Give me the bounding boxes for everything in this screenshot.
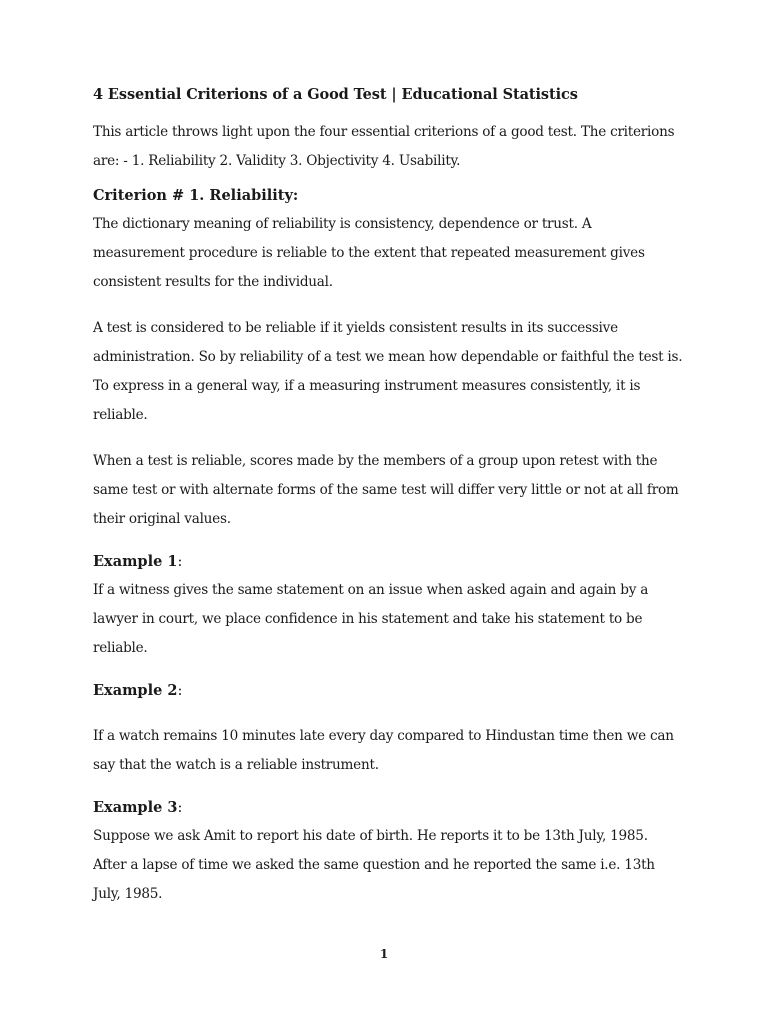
example-3-heading [93, 797, 683, 819]
paragraph-gap [93, 663, 683, 680]
page-number: 1 [379, 947, 389, 961]
paragraph-gap [93, 430, 683, 447]
example-1-text: If a witness gives the same statement on an issue when asked again and again by a lawyer in court, we place confidence in his statement and take his statement to be reliable. [93, 582, 649, 656]
example-1-label: Example 1 [93, 553, 178, 570]
example-3-colon: : [177, 800, 183, 816]
example-2-text: If a watch remains 10 minutes late every day compared to Hindustan time then we can say that the watch is a reliable instrument. [93, 728, 674, 773]
example-3-label: Example 3 [93, 799, 178, 816]
document-body [93, 84, 683, 909]
example-2-label: Example 2 [93, 682, 178, 699]
reliability-paragraph-3: When a test is reliable, scores made by the members of a group upon retest with the same test or with alternate forms of the same test will differ very little or not at all from their original values. [93, 453, 679, 527]
paragraph-gap [93, 534, 683, 551]
reliability-paragraph-1: The dictionary meaning of reliability is consistency, dependence or trust. A measurement procedure is reliable to the extent that repeated measurement gives consistent results for the individual. [93, 216, 645, 290]
example-1-heading [93, 551, 683, 573]
example-1-colon: : [177, 554, 183, 570]
example-2-colon: : [177, 683, 183, 699]
criterion-heading: Criterion # 1. Reliability: [93, 187, 299, 204]
paragraph-gap [93, 297, 683, 314]
intro-paragraph: This article throws light upon the four essential criterions of a good test. The criterions are: - 1. Reliability 2. Validity 3. Objectivity 4. Usability. [93, 124, 675, 169]
reliability-paragraph-2: A test is considered to be reliable if it yields consistent results in its successive administration. So by reliability of a test we mean how dependable or faithful the test is. To express in a general way, if a measuring instrument measures consistently, it is reliable. [93, 320, 683, 423]
paragraph-gap [93, 780, 683, 797]
example-3-text: Suppose we ask Amit to report his date of birth. He reports it to be 13th July, 1985. After a lapse of time we asked the same question and he reported the same i.e. 13th July, 1985. [93, 828, 655, 902]
example-2-heading [93, 680, 683, 702]
document-title: 4 Essential Criterions of a Good Test | Educational Statistics [93, 86, 578, 103]
